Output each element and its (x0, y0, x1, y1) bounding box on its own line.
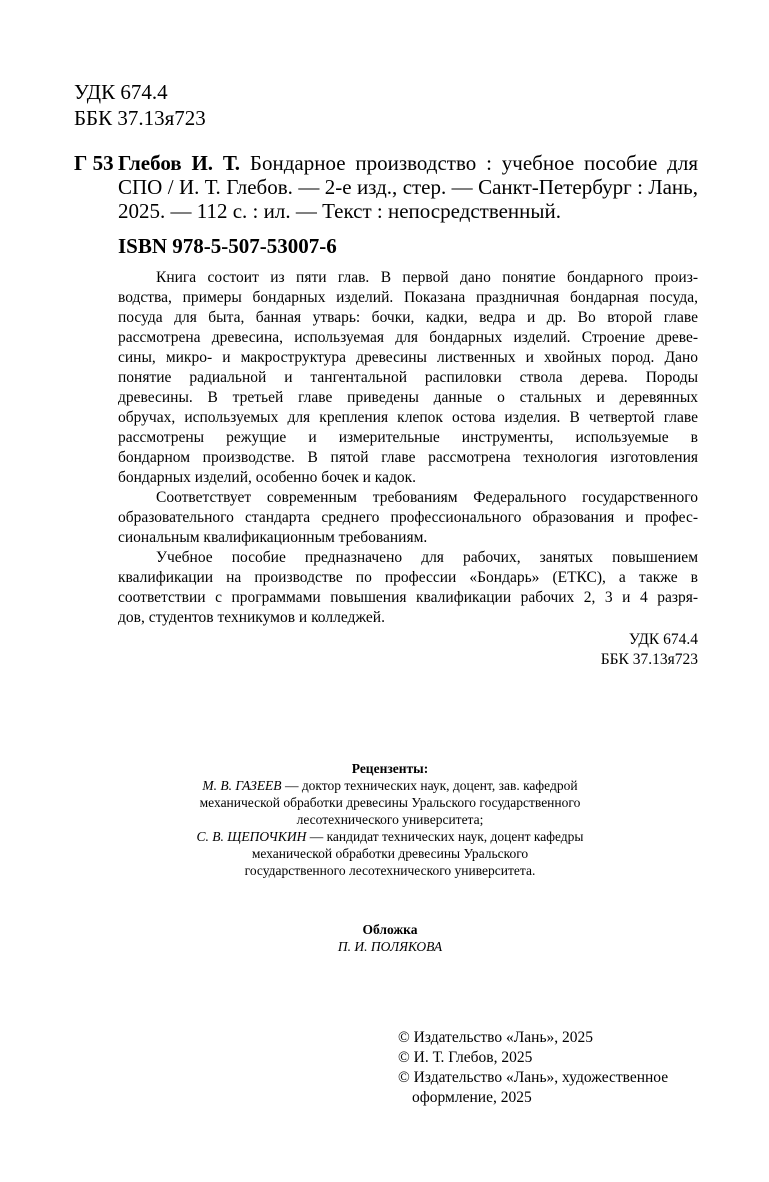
annotation-line: бондарном производстве. В пятой главе рассмотрена технология изготовления (118, 449, 698, 466)
annotation-line: водства, примеры бондарных изделий. Показана праздничная бондарная посуда, (118, 289, 698, 306)
annotation-line: сиональным квалификационным требованиям. (118, 529, 428, 546)
annotation-line: обручах, используемых для крепления клепок остова изделия. В четвертой главе (118, 409, 698, 426)
annotation (118, 268, 698, 628)
udk-code-right: УДК 674.4 (628, 631, 698, 648)
reviewer-1-name: М. В. ГАЗЕЕВ (202, 778, 282, 793)
biblio-line-3: 2025. — 112 с. : ил. — Текст : непосредственный. (118, 199, 562, 223)
annotation-line: рассмотрена древесина, используемая для бондарных изделий. Строение древе- (118, 329, 698, 346)
reviewer-1-text: — доктор технических наук, доцент, зав. кафедрой (281, 778, 578, 793)
reviewer-2-text: — кандидат технических наук, доцент кафедры (306, 829, 584, 844)
reviewer-1-line-1 (120, 777, 660, 794)
annotation-line: рассмотрены режущие и измерительные инструменты, используемые в (118, 429, 698, 446)
annotation-line: Соответствует современным требованиям Федерального государственного (156, 489, 698, 506)
book-title: Бондарное производство : учебное пособие для (240, 151, 698, 175)
annotation-line: квалификации на производстве по профессии «Бондарь» (ЕТКС), а также в (118, 569, 698, 586)
biblio-line-2: СПО / И. Т. Глебов. — 2-е изд., стер. — Санкт-Петербург : Лань, (118, 175, 698, 199)
annotation-line: бондарных изделий, особенно бочек и кадок. (118, 469, 417, 486)
reviewers-heading: Рецензенты: (351, 761, 429, 776)
annotation-paragraph-1 (118, 268, 698, 488)
cover-heading: Обложка (362, 922, 418, 937)
cover-designer: П. И. ПОЛЯКОВА (337, 939, 443, 954)
copyright-line: © Издательство «Лань», художественное (398, 1069, 669, 1086)
isbn: ISBN 978-5-507-53007-6 (118, 234, 337, 258)
copyright-line: © И. Т. Глебов, 2025 (398, 1049, 533, 1066)
reviewer-2-line-3: государственного лесотехнического университета. (244, 863, 536, 878)
copyright-block (398, 1028, 668, 1108)
bibliographic-record (118, 151, 698, 223)
annotation-line: посуда для быта, банная утварь: бочки, кадки, ведра и др. Во второй главе (118, 309, 698, 326)
udk-code: УДК 674.4 (74, 80, 168, 104)
bbk-code-right: ББК 37.13я723 (600, 651, 698, 668)
reviewer-2-line-1 (120, 828, 660, 845)
annotation-paragraph-2 (118, 488, 698, 548)
reviewer-1-line-2: механической обработки древесины Уральского государственного (199, 795, 581, 810)
author-mark: Г 53 (74, 151, 114, 175)
author-name: Глебов И. Т. (118, 151, 241, 175)
annotation-line: сины, микро- и макроструктура древесины лиственных и хвойных пород. Дано (118, 349, 698, 366)
reviewer-2-name: С. В. ЩЕПОЧКИН (196, 829, 307, 844)
copyright-line: оформление, 2025 (412, 1089, 532, 1106)
annotation-line: древесины. В третьей главе приведены данные о стальных и деревянных (118, 389, 698, 406)
annotation-line: понятие радиальной и тангентальной распиловки ствола дерева. Породы (118, 369, 698, 386)
reviewers-block (120, 760, 660, 879)
annotation-line: дов, студентов техникумов и колледжей. (118, 609, 385, 626)
reviewer-1-line-3: лесотехнического университета; (296, 812, 484, 827)
reviewer-2-line-2: механической обработки древесины Уральского (251, 846, 529, 861)
annotation-paragraph-3 (118, 548, 698, 628)
biblio-line-1 (118, 151, 698, 175)
copyright-line: © Издательство «Лань», 2025 (398, 1029, 594, 1046)
bbk-code: ББК 37.13я723 (74, 106, 206, 130)
annotation-line: Учебное пособие предназначено для рабочих, занятых повышением (156, 549, 698, 566)
annotation-line: Книга состоит из пяти глав. В первой дано понятие бондарного произ- (156, 269, 698, 286)
annotation-line: образовательного стандарта среднего профессионального образования и профес- (118, 509, 698, 526)
cover-credit (120, 921, 660, 955)
annotation-line: соответствии с программами повышения квалификации рабочих 2, 3 и 4 разря- (118, 589, 698, 606)
